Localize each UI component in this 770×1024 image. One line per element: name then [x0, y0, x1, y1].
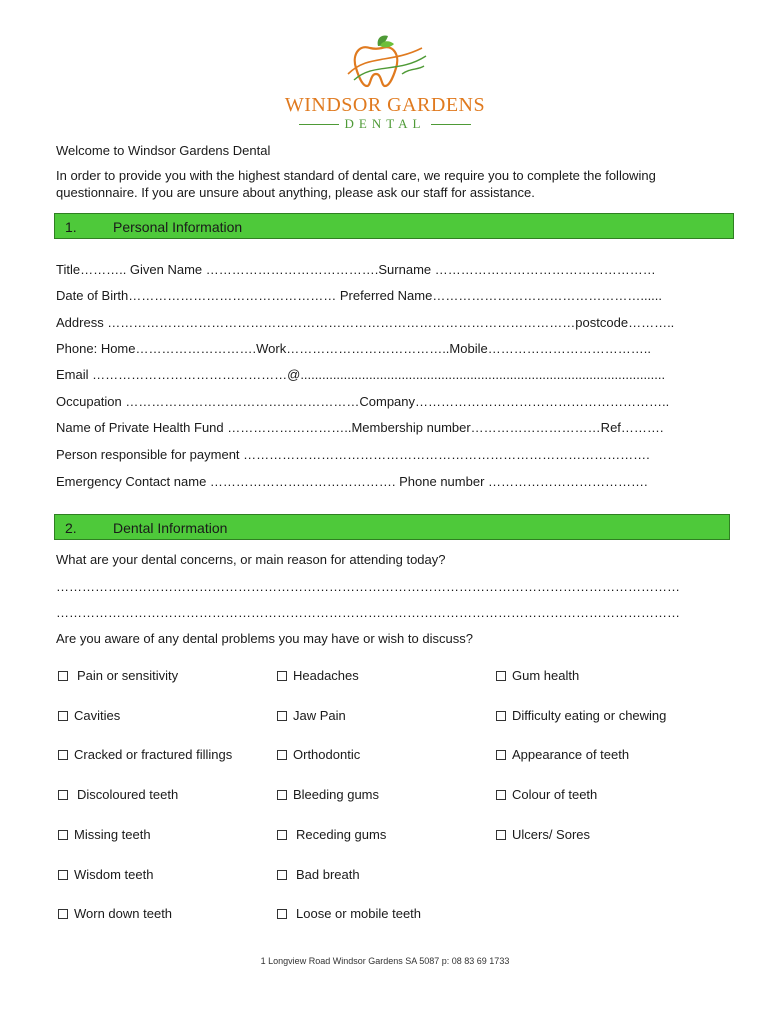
checkbox-square[interactable] — [58, 909, 68, 919]
checkbox-square[interactable] — [277, 790, 287, 800]
checkbox-loose-teeth[interactable] — [277, 906, 421, 921]
checkbox-square[interactable] — [58, 750, 68, 760]
checkbox-square[interactable] — [58, 830, 68, 840]
occupation-fields[interactable]: Occupation ………………………………………………Company………………………………………………….. — [56, 394, 670, 409]
checkbox-label: Pain or sensitivity — [77, 668, 179, 683]
checkbox-square[interactable] — [277, 909, 287, 919]
emergency-contact-fields[interactable]: Emergency Contact name ……………………………………. Phone number ………………………………. — [56, 474, 648, 489]
checkbox-label: Headaches — [293, 668, 359, 683]
logo-sub-text: DENTAL — [344, 116, 426, 131]
checkbox-colour-of-teeth[interactable] — [496, 787, 597, 802]
section-number: 2. — [65, 520, 77, 536]
checkbox-label: Gum health — [512, 668, 580, 683]
checkbox-label: Receding gums — [296, 827, 387, 842]
checkbox-bleeding-gums[interactable] — [277, 787, 379, 802]
section-number: 1. — [65, 219, 77, 235]
checkbox-square[interactable] — [496, 671, 506, 681]
footer-address: 1 Longview Road Windsor Gardens SA 5087 p: 08 83 69 1733 — [260, 956, 510, 966]
checkbox-label: Loose or mobile teeth — [296, 906, 422, 921]
checkbox-label: Worn down teeth — [74, 906, 173, 921]
section-dental-information — [54, 514, 730, 540]
dental-problems-question: Are you aware of any dental problems you may have or wish to discuss? — [56, 631, 473, 646]
checkbox-square[interactable] — [58, 671, 68, 681]
checkbox-jaw-pain[interactable] — [277, 708, 346, 723]
checkbox-label: Orthodontic — [293, 747, 361, 762]
checkbox-square[interactable] — [58, 870, 68, 880]
checkbox-label: Bleeding gums — [293, 787, 379, 802]
payment-person-field[interactable]: Person responsible for payment …………………………………………………………………………………. — [56, 447, 650, 462]
welcome-text: Welcome to Windsor Gardens Dental — [56, 143, 271, 158]
health-fund-fields[interactable]: Name of Private Health Fund ………………………..Membership number…………………………Ref………. — [56, 420, 664, 435]
dental-concerns-answer-line[interactable]: ……………………………………………………………………………………………………………………………… — [56, 579, 680, 594]
name-fields[interactable]: Title……….. Given Name ………………………………….Surname …………………………………………… — [56, 262, 656, 277]
checkbox-difficulty-eating[interactable] — [496, 708, 666, 723]
clinic-logo — [280, 34, 490, 134]
dob-fields[interactable]: Date of Birth………………………………………… Preferred Name…………………………………………...... — [56, 288, 663, 303]
checkbox-cracked-fillings[interactable] — [58, 747, 232, 762]
tooth-leaf-icon — [340, 34, 430, 92]
checkbox-label: Discoloured teeth — [77, 787, 179, 802]
checkbox-appearance-of-teeth[interactable] — [496, 747, 629, 762]
checkbox-wisdom-teeth[interactable] — [58, 867, 153, 882]
checkbox-square[interactable] — [277, 671, 287, 681]
checkbox-label: Cavities — [74, 708, 121, 723]
checkbox-orthodontic[interactable] — [277, 747, 360, 762]
checkbox-missing-teeth[interactable] — [58, 827, 151, 842]
checkbox-label: Appearance of teeth — [512, 747, 630, 762]
checkbox-discoloured-teeth[interactable] — [58, 787, 178, 802]
checkbox-square[interactable] — [277, 830, 287, 840]
logo-subtitle — [280, 116, 490, 132]
email-field[interactable]: Email ………………………………………@..................................................................................................... — [56, 367, 666, 382]
checkbox-label: Jaw Pain — [293, 708, 346, 723]
section-title: Dental Information — [113, 520, 228, 536]
address-field[interactable]: Address ………………………………………………………………………………………………postcode……….. — [56, 315, 675, 330]
checkbox-label: Wisdom teeth — [74, 867, 154, 882]
intro-paragraph: In order to provide you with the highest standard of dental care, we require you to complete the following questionnaire. If you are unsure about anything, please ask our staff for assistance. — [56, 168, 656, 200]
checkbox-square[interactable] — [277, 711, 287, 721]
checkbox-square[interactable] — [58, 711, 68, 721]
checkbox-square[interactable] — [496, 790, 506, 800]
checkbox-gum-health[interactable] — [496, 668, 579, 683]
checkbox-label: Difficulty eating or chewing — [512, 708, 667, 723]
checkbox-bad-breath[interactable] — [277, 867, 360, 882]
phone-fields[interactable]: Phone: Home……………………….Work………………………………..Mobile……………………………….. — [56, 341, 651, 356]
checkbox-label: Missing teeth — [74, 827, 151, 842]
section-title: Personal Information — [113, 219, 243, 235]
logo-divider-left — [299, 124, 339, 125]
section-personal-information — [54, 213, 734, 239]
checkbox-square[interactable] — [496, 711, 506, 721]
checkbox-worn-down-teeth[interactable] — [58, 906, 172, 921]
logo-name: WINDSOR GARDENS — [284, 94, 486, 116]
checkbox-receding-gums[interactable] — [277, 827, 386, 842]
checkbox-label: Cracked or fractured fillings — [74, 747, 233, 762]
checkbox-square[interactable] — [58, 790, 68, 800]
checkbox-label: Bad breath — [296, 867, 360, 882]
dental-concerns-question: What are your dental concerns, or main reason for attending today? — [56, 552, 446, 567]
checkbox-cavities[interactable] — [58, 708, 120, 723]
checkbox-pain-or-sensitivity[interactable] — [58, 668, 178, 683]
checkbox-headaches[interactable] — [277, 668, 359, 683]
checkbox-ulcers-sores[interactable] — [496, 827, 590, 842]
logo-divider-right — [431, 124, 471, 125]
checkbox-square[interactable] — [496, 830, 506, 840]
checkbox-square[interactable] — [277, 750, 287, 760]
dental-concerns-answer-line[interactable]: ……………………………………………………………………………………………………………………………… — [56, 605, 680, 620]
checkbox-square[interactable] — [496, 750, 506, 760]
checkbox-label: Ulcers/ Sores — [512, 827, 591, 842]
checkbox-label: Colour of teeth — [512, 787, 598, 802]
checkbox-square[interactable] — [277, 870, 287, 880]
